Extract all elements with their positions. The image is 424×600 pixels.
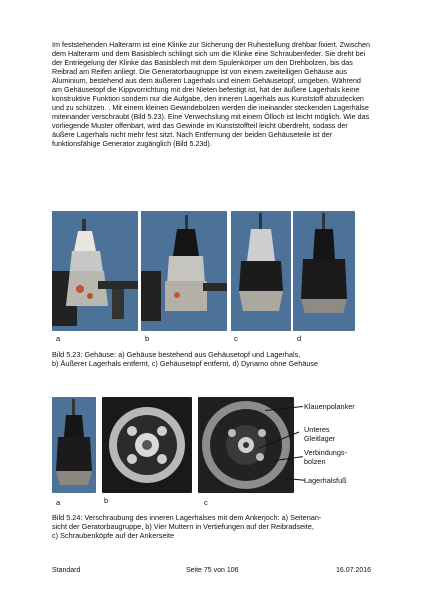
fig523-label-c: c (234, 334, 238, 343)
fig524-label-a: a (56, 498, 61, 507)
fig524-label-b: b (104, 496, 109, 505)
photo-dynamo-d (293, 211, 355, 331)
fig523-label-d: d (297, 334, 302, 343)
figure-5-24-caption: Bild 5.24: Verschraubung des inneren Lagerhalses mit dem Ankerjoch: a) Seitenan- sicht der Geratorbaugruppe, b) Vier Muttern in Vertiefungen auf der Reibradseite, c) Schraubenköpfe auf der Ankerseite (52, 513, 322, 541)
photo-dynamo-c (231, 211, 291, 331)
photo-anker-side-c (198, 397, 294, 493)
photo-dynamo-a (52, 211, 138, 331)
fig524-label-c: c (204, 498, 208, 507)
footer-left: Standard (52, 567, 81, 574)
photo-dynamo-b (141, 211, 227, 331)
fig523-label-b: b (145, 334, 150, 343)
callout-klauenpolanker: Klauenpolanker (304, 402, 355, 411)
figure-5-23-caption: Bild 5.23: Gehäuse: a) Gehäuse bestehend aus Gehäusetopf und Lagerhals, b) Äußerer Lagerhals entfernt, c) Gehäusetopf entfernt, d) Dynamo ohne Gehäuse (52, 350, 319, 369)
callout-gleitlager: Unteres Gleitlager (304, 425, 336, 443)
callout-bolzen: Verbindungs- bolzen (304, 448, 348, 466)
body-paragraph: Im feststehenden Halterarm ist eine Klinke zur Sicherung der Ruhestellung drehbar fixiert. Zwischen dem Halterarm und dem Basisblech schlingt sich um die Klinke eine Schraubenfeder. Sie dreht bei der Entriegelung der Klinke das Basisblech mit dem Spulenkörper um den Drehbolzen, bis das Reibrad am Reifen anliegt. Die Generatorbaugruppe ist von einem zweiteiligen Gehäuse aus Aluminium, bestehend aus dem äußeren Lagerhals und einem Gehäusetopf, umgeben. Während am Gehäusetopf die Kippvorrichtung mit drei Nieten befestigt ist, hat der äußere Lagerhals keine konstruktive Funktion sondern nur die Aufgabe, den inneren Lagerhals aus Kunststoff abzudecken und zu schützen. . Mit einem kleinen Gewindebolzen werden die ineinander steckenden Lagerhälse miteinander verschraubt (Bild 5.23). Eine Verwechslung mit einem Ölloch ist leicht möglich. Wie das vorliegende Muster offenbart, wird das Gewinde im Kunststoffteil leicht überdreht, sodass der äußere Lagerhals nicht mehr fest sitzt. Nach Entfernung der beiden Gehäuseteile ist der funktionsfähige Generator zugänglich (Bild 5.23d). (52, 40, 371, 148)
photo-generator-side-a (52, 397, 96, 493)
footer-center: Seite 75 von 106 (186, 567, 239, 574)
footer-right: 16.07.2016 (336, 567, 372, 574)
callout-lagerhalsfuss: Lagerhalsfuß (304, 476, 347, 485)
photo-reibrad-side-b (102, 397, 192, 493)
fig523-label-a: a (56, 334, 61, 343)
